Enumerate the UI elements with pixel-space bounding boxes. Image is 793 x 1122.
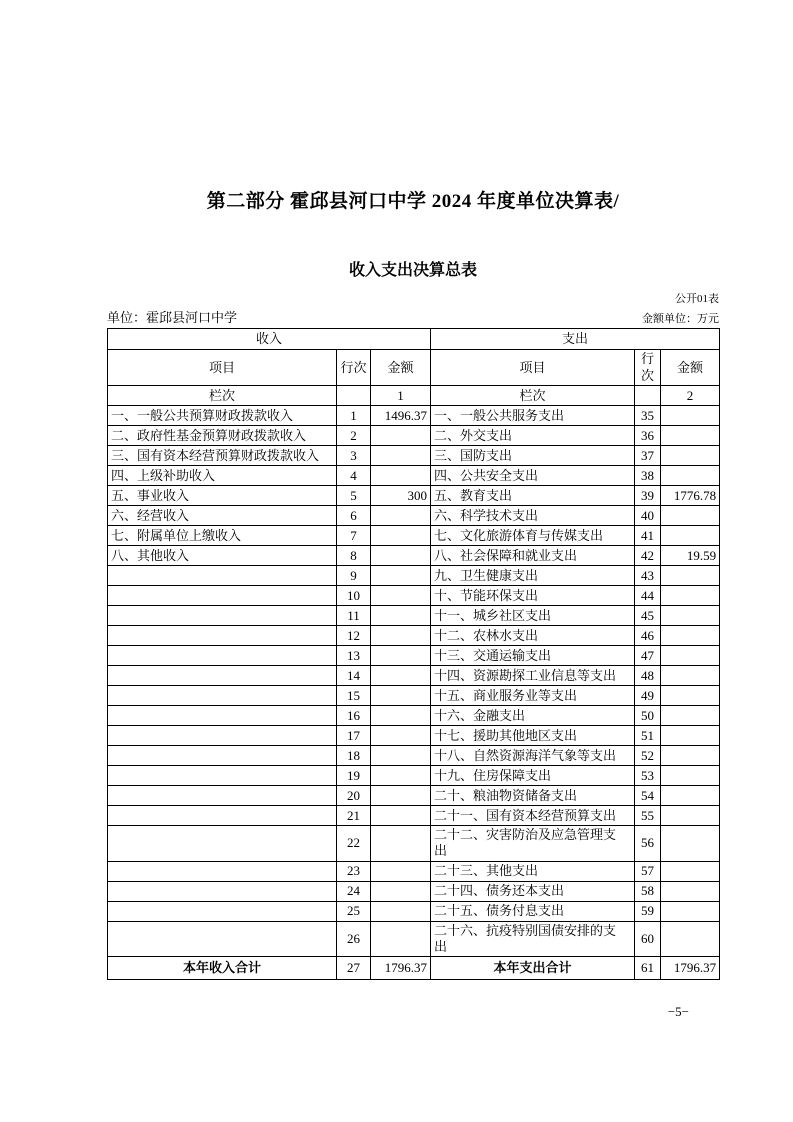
table-code: 公开01表 — [675, 293, 719, 305]
expense-rowno-cell: 43 — [635, 566, 661, 586]
expense-rowno-cell: 51 — [635, 726, 661, 746]
expense-item-cell: 十一、城乡社区支出 — [431, 606, 635, 626]
table-meta-row — [107, 307, 719, 326]
column-index-row — [108, 386, 720, 406]
expense-item-cell: 二十、粮油物资储备支出 — [431, 786, 635, 806]
expense-amount-cell — [661, 426, 720, 446]
income-item-cell: 三、国有资本经营预算财政拨款收入 — [108, 446, 337, 466]
expense-rowno-cell: 60 — [635, 921, 661, 957]
table-row — [108, 406, 720, 426]
income-item-cell — [108, 786, 337, 806]
expense-item-cell: 十二、农林水支出 — [431, 626, 635, 646]
income-rowno-cell: 2 — [337, 426, 371, 446]
expense-amount-cell — [661, 921, 720, 957]
table-row — [108, 666, 720, 686]
table-row — [108, 826, 720, 862]
income-item-cell — [108, 606, 337, 626]
income-amount-cell — [371, 921, 431, 957]
income-item-cell — [108, 566, 337, 586]
expense-item-cell: 七、文化旅游体育与传媒支出 — [431, 526, 635, 546]
income-amount-cell — [371, 881, 431, 901]
income-rowno-cell: 6 — [337, 506, 371, 526]
table-row — [108, 901, 720, 921]
expense-item-cell: 二十六、抗疫特别国债安排的支出 — [431, 921, 635, 957]
expense-amount-cell — [661, 506, 720, 526]
table-row — [108, 726, 720, 746]
expense-item-cell: 十五、商业服务业等支出 — [431, 686, 635, 706]
expense-rowno-cell: 37 — [635, 446, 661, 466]
table-row — [108, 646, 720, 666]
income-amount-cell — [371, 646, 431, 666]
income-rowno-cell: 13 — [337, 646, 371, 666]
income-amount-cell — [371, 586, 431, 606]
table-row — [108, 766, 720, 786]
expense-item-cell: 二十二、灾害防治及应急管理支出 — [431, 826, 635, 862]
income-item-header: 项目 — [108, 350, 337, 386]
expense-rowno-cell: 50 — [635, 706, 661, 726]
income-item-cell — [108, 881, 337, 901]
income-item-cell — [108, 901, 337, 921]
income-amount-cell — [371, 426, 431, 446]
income-lanci-label: 栏次 — [108, 386, 337, 406]
expense-rowno-cell: 54 — [635, 786, 661, 806]
income-item-cell: 六、经营收入 — [108, 506, 337, 526]
expense-rowno-cell: 44 — [635, 586, 661, 606]
income-total-rowno: 27 — [337, 957, 371, 980]
income-amount-header: 金额 — [371, 350, 431, 386]
total-row — [108, 957, 720, 980]
income-rowno-cell: 8 — [337, 546, 371, 566]
income-item-cell — [108, 806, 337, 826]
expense-item-cell: 八、社会保障和就业支出 — [431, 546, 635, 566]
income-rowno-cell: 4 — [337, 466, 371, 486]
expense-column-number: 2 — [661, 386, 720, 406]
expense-amount-cell — [661, 766, 720, 786]
table-row — [108, 786, 720, 806]
table-row — [108, 486, 720, 506]
expense-rowno-cell: 49 — [635, 686, 661, 706]
income-amount-cell — [371, 526, 431, 546]
income-item-cell — [108, 706, 337, 726]
expense-lanci-blank — [635, 386, 661, 406]
page-number: −5− — [667, 1004, 689, 1020]
income-amount-cell — [371, 606, 431, 626]
expense-rowno-cell: 42 — [635, 546, 661, 566]
expense-item-cell: 二、外交支出 — [431, 426, 635, 446]
income-item-cell: 五、事业收入 — [108, 486, 337, 506]
income-amount-cell — [371, 546, 431, 566]
expense-rowno-cell: 57 — [635, 861, 661, 881]
income-item-cell — [108, 586, 337, 606]
table-row — [108, 586, 720, 606]
expense-item-cell: 十四、资源勘探工业信息等支出 — [431, 666, 635, 686]
expense-amount-cell — [661, 646, 720, 666]
document-title: 第二部分 霍邱县河口中学 2024 年度单位决算表/ — [206, 191, 620, 212]
expense-item-cell: 四、公共安全支出 — [431, 466, 635, 486]
expense-item-cell: 十七、援助其他地区支出 — [431, 726, 635, 746]
expense-amount-cell — [661, 626, 720, 646]
income-rowno-cell: 23 — [337, 861, 371, 881]
expense-item-cell: 一、一般公共服务支出 — [431, 406, 635, 426]
expense-rowno-cell: 48 — [635, 666, 661, 686]
table-row — [108, 861, 720, 881]
income-rowno-cell: 21 — [337, 806, 371, 826]
income-lanci-blank — [337, 386, 371, 406]
expense-rowno-cell: 52 — [635, 746, 661, 766]
income-rowno-cell: 14 — [337, 666, 371, 686]
expense-amount-cell — [661, 746, 720, 766]
table-body — [108, 406, 720, 957]
expense-item-cell: 二十五、债务付息支出 — [431, 901, 635, 921]
income-amount-cell — [371, 726, 431, 746]
income-item-cell: 一、一般公共预算财政拨款收入 — [108, 406, 337, 426]
expense-rowno-header: 行次 — [635, 350, 661, 386]
expense-rowno-cell: 41 — [635, 526, 661, 546]
income-item-cell — [108, 766, 337, 786]
expense-total-label: 本年支出合计 — [431, 957, 635, 980]
table-row — [108, 746, 720, 766]
table-row — [108, 426, 720, 446]
income-rowno-cell: 10 — [337, 586, 371, 606]
expense-amount-cell — [661, 786, 720, 806]
table-row — [108, 881, 720, 901]
income-item-cell — [108, 666, 337, 686]
income-amount-cell — [371, 826, 431, 862]
expense-amount-cell — [661, 826, 720, 862]
expense-section-header: 支出 — [431, 329, 720, 350]
income-expense-table — [107, 328, 720, 980]
income-item-cell — [108, 646, 337, 666]
table-row — [108, 446, 720, 466]
income-rowno-cell: 5 — [337, 486, 371, 506]
income-section-header: 收入 — [108, 329, 431, 350]
expense-total-rowno: 61 — [635, 957, 661, 980]
table-row — [108, 606, 720, 626]
expense-item-cell: 二十一、国有资本经营预算支出 — [431, 806, 635, 826]
income-amount-cell — [371, 506, 431, 526]
income-rowno-cell: 7 — [337, 526, 371, 546]
expense-amount-header: 金额 — [661, 350, 720, 386]
column-header-row — [108, 350, 720, 386]
income-amount-cell: 300 — [371, 486, 431, 506]
expense-rowno-cell: 58 — [635, 881, 661, 901]
income-rowno-cell: 1 — [337, 406, 371, 426]
expense-amount-cell — [661, 466, 720, 486]
income-column-number: 1 — [371, 386, 431, 406]
table-row — [108, 806, 720, 826]
income-item-cell — [108, 726, 337, 746]
income-amount-cell — [371, 766, 431, 786]
income-item-cell: 八、其他收入 — [108, 546, 337, 566]
table-row — [108, 546, 720, 566]
expense-item-cell: 二十三、其他支出 — [431, 861, 635, 881]
expense-amount-cell — [661, 861, 720, 881]
table-row — [108, 466, 720, 486]
expense-amount-cell — [661, 901, 720, 921]
expense-rowno-cell: 55 — [635, 806, 661, 826]
expense-item-cell: 六、科学技术支出 — [431, 506, 635, 526]
expense-amount-cell: 1776.78 — [661, 486, 720, 506]
table-title: 收入支出决算总表 — [348, 262, 477, 279]
expense-amount-cell — [661, 881, 720, 901]
income-rowno-cell: 25 — [337, 901, 371, 921]
expense-rowno-cell: 36 — [635, 426, 661, 446]
income-total-amount: 1796.37 — [371, 957, 431, 980]
income-rowno-cell: 12 — [337, 626, 371, 646]
expense-item-cell: 十三、交通运输支出 — [431, 646, 635, 666]
expense-amount-cell — [661, 706, 720, 726]
income-amount-cell — [371, 746, 431, 766]
expense-amount-cell — [661, 446, 720, 466]
income-rowno-header: 行次 — [337, 350, 371, 386]
income-rowno-cell: 19 — [337, 766, 371, 786]
income-amount-cell — [371, 901, 431, 921]
income-item-cell: 七、附属单位上缴收入 — [108, 526, 337, 546]
expense-lanci-label: 栏次 — [431, 386, 635, 406]
income-amount-cell — [371, 806, 431, 826]
expense-rowno-cell: 53 — [635, 766, 661, 786]
income-item-cell — [108, 921, 337, 957]
table-row — [108, 506, 720, 526]
table-row — [108, 566, 720, 586]
income-rowno-cell: 3 — [337, 446, 371, 466]
expense-rowno-cell: 59 — [635, 901, 661, 921]
expense-rowno-cell: 39 — [635, 486, 661, 506]
unit-label: 单位：霍邱县河口中学 — [107, 310, 238, 326]
income-amount-cell — [371, 861, 431, 881]
expense-amount-cell — [661, 686, 720, 706]
income-amount-cell — [371, 786, 431, 806]
expense-rowno-cell: 38 — [635, 466, 661, 486]
income-amount-cell — [371, 706, 431, 726]
income-item-cell — [108, 686, 337, 706]
table-row — [108, 626, 720, 646]
table-row — [108, 526, 720, 546]
expense-rowno-cell: 45 — [635, 606, 661, 626]
income-rowno-cell: 17 — [337, 726, 371, 746]
table-row — [108, 706, 720, 726]
income-rowno-cell: 9 — [337, 566, 371, 586]
expense-item-header: 项目 — [431, 350, 635, 386]
income-amount-cell — [371, 686, 431, 706]
income-item-cell: 四、上级补助收入 — [108, 466, 337, 486]
income-item-cell: 二、政府性基金预算财政拨款收入 — [108, 426, 337, 446]
income-rowno-cell: 26 — [337, 921, 371, 957]
expense-amount-cell — [661, 666, 720, 686]
income-amount-cell — [371, 626, 431, 646]
table-row — [108, 921, 720, 957]
expense-rowno-cell: 46 — [635, 626, 661, 646]
expense-total-amount: 1796.37 — [661, 957, 720, 980]
income-rowno-cell: 24 — [337, 881, 371, 901]
income-amount-cell — [371, 566, 431, 586]
expense-item-cell: 十八、自然资源海洋气象等支出 — [431, 746, 635, 766]
income-amount-cell: 1496.37 — [371, 406, 431, 426]
expense-item-cell: 十六、金融支出 — [431, 706, 635, 726]
income-rowno-cell: 20 — [337, 786, 371, 806]
expense-item-cell: 二十四、债务还本支出 — [431, 881, 635, 901]
expense-item-cell: 五、教育支出 — [431, 486, 635, 506]
income-item-cell — [108, 746, 337, 766]
expense-amount-cell — [661, 726, 720, 746]
income-amount-cell — [371, 666, 431, 686]
expense-item-cell: 十九、住房保障支出 — [431, 766, 635, 786]
income-item-cell — [108, 861, 337, 881]
expense-rowno-cell: 40 — [635, 506, 661, 526]
expense-amount-cell: 19.59 — [661, 546, 720, 566]
expense-rowno-cell: 47 — [635, 646, 661, 666]
income-item-cell — [108, 826, 337, 862]
expense-item-cell: 三、国防支出 — [431, 446, 635, 466]
expense-amount-cell — [661, 566, 720, 586]
table-row — [108, 686, 720, 706]
income-rowno-cell: 18 — [337, 746, 371, 766]
section-header-row — [108, 329, 720, 350]
income-item-cell — [108, 626, 337, 646]
expense-amount-cell — [661, 606, 720, 626]
income-amount-cell — [371, 446, 431, 466]
amount-unit-label: 金额单位：万元 — [642, 313, 719, 326]
expense-amount-cell — [661, 526, 720, 546]
expense-item-cell: 十、节能环保支出 — [431, 586, 635, 606]
expense-item-cell: 九、卫生健康支出 — [431, 566, 635, 586]
expense-amount-cell — [661, 406, 720, 426]
income-rowno-cell: 22 — [337, 826, 371, 862]
income-amount-cell — [371, 466, 431, 486]
income-rowno-cell: 11 — [337, 606, 371, 626]
income-rowno-cell: 16 — [337, 706, 371, 726]
expense-rowno-cell: 35 — [635, 406, 661, 426]
expense-amount-cell — [661, 806, 720, 826]
expense-rowno-cell: 56 — [635, 826, 661, 862]
income-rowno-cell: 15 — [337, 686, 371, 706]
income-total-label: 本年收入合计 — [108, 957, 337, 980]
expense-amount-cell — [661, 586, 720, 606]
